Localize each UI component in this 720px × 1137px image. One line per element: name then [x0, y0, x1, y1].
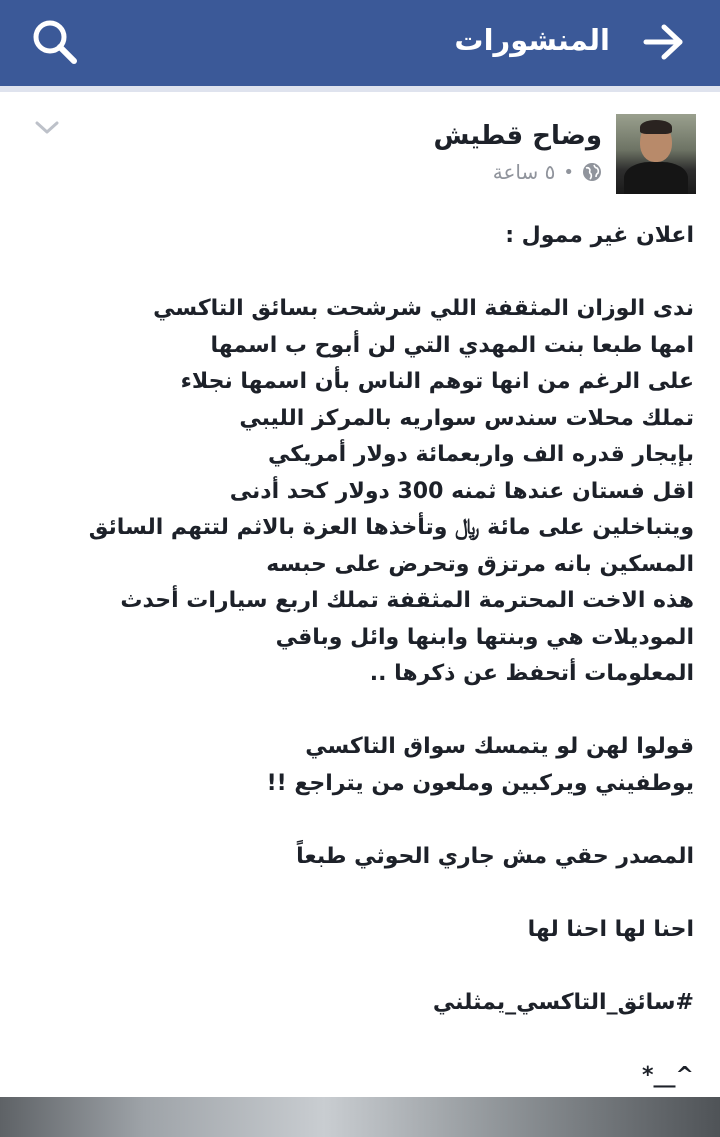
post-line: احنا لها احنا لها — [527, 916, 694, 942]
post-author[interactable]: وضاح قطيش — [433, 121, 602, 151]
post-line: على الرغم من انها توهم الناس بأن اسمها نجلاء — [180, 369, 694, 394]
globe-icon — [582, 162, 602, 182]
avatar[interactable] — [616, 114, 696, 194]
post-card — [0, 92, 720, 1097]
post-line: امها طبعا بنت المهدي التي لن أبوح ب اسمها — [210, 332, 694, 358]
post-time[interactable]: ٥ ساعة — [492, 160, 556, 184]
post-line: اقل فستان عندها ثمنه 300 دولار كحد أدنى — [229, 478, 694, 504]
next-post-preview — [0, 1097, 720, 1137]
post-line: ندى الوزان المثقفة اللي شرشحت بسائق التاكسي — [153, 296, 694, 321]
page-title: المنشورات — [454, 23, 610, 57]
post-line: بإيجار قدره الف واربعمائة دولار أمريكي — [268, 442, 694, 467]
post-line: المصدر حقي مش جاري الحوثي طبعاً — [296, 843, 694, 869]
chevron-down-icon[interactable] — [34, 120, 60, 136]
post-line: المسكين بانه مرتزق وتحرض على حبسه — [266, 551, 694, 577]
post-line: اعلان غير ممول : — [505, 223, 694, 248]
top-app-bar — [0, 0, 720, 86]
post-line: يوطفيني ويركبين وملعون من يتراجع !! — [266, 770, 694, 796]
meta-separator: • — [563, 161, 574, 183]
post-blank-line — [34, 1021, 694, 1058]
post-line: قولوا لهن لو يتمسك سواق التاكسي — [305, 734, 694, 759]
search-icon[interactable] — [30, 17, 80, 67]
arrow-right-icon[interactable] — [642, 22, 686, 62]
post-line: #سائق_التاكسي_يمثلني — [432, 989, 694, 1015]
post-line: الموديلات هي وبنتها وابنها وائل وباقي — [275, 624, 694, 650]
post-blank-line — [34, 802, 694, 839]
post-line: ^__* — [642, 1062, 694, 1088]
post-line: هذه الاخت المحترمة المثقفة تملك اربع سيارات أحدث — [120, 588, 694, 613]
post-line: تملك محلات سندس سواريه بالمركز الليبي — [239, 405, 694, 431]
post-line: ويتباخلين على مائة ﷼ وتأخذها العزة بالاثم لتتهم السائق — [88, 515, 694, 540]
post-blank-line — [34, 875, 694, 912]
post-meta — [493, 160, 602, 184]
post-blank-line — [34, 948, 694, 985]
post-blank-line — [34, 693, 694, 730]
post-body — [34, 218, 694, 1094]
post-blank-line — [34, 255, 694, 292]
post-line: المعلومات أتحفظ عن ذكرها .. — [369, 661, 694, 686]
